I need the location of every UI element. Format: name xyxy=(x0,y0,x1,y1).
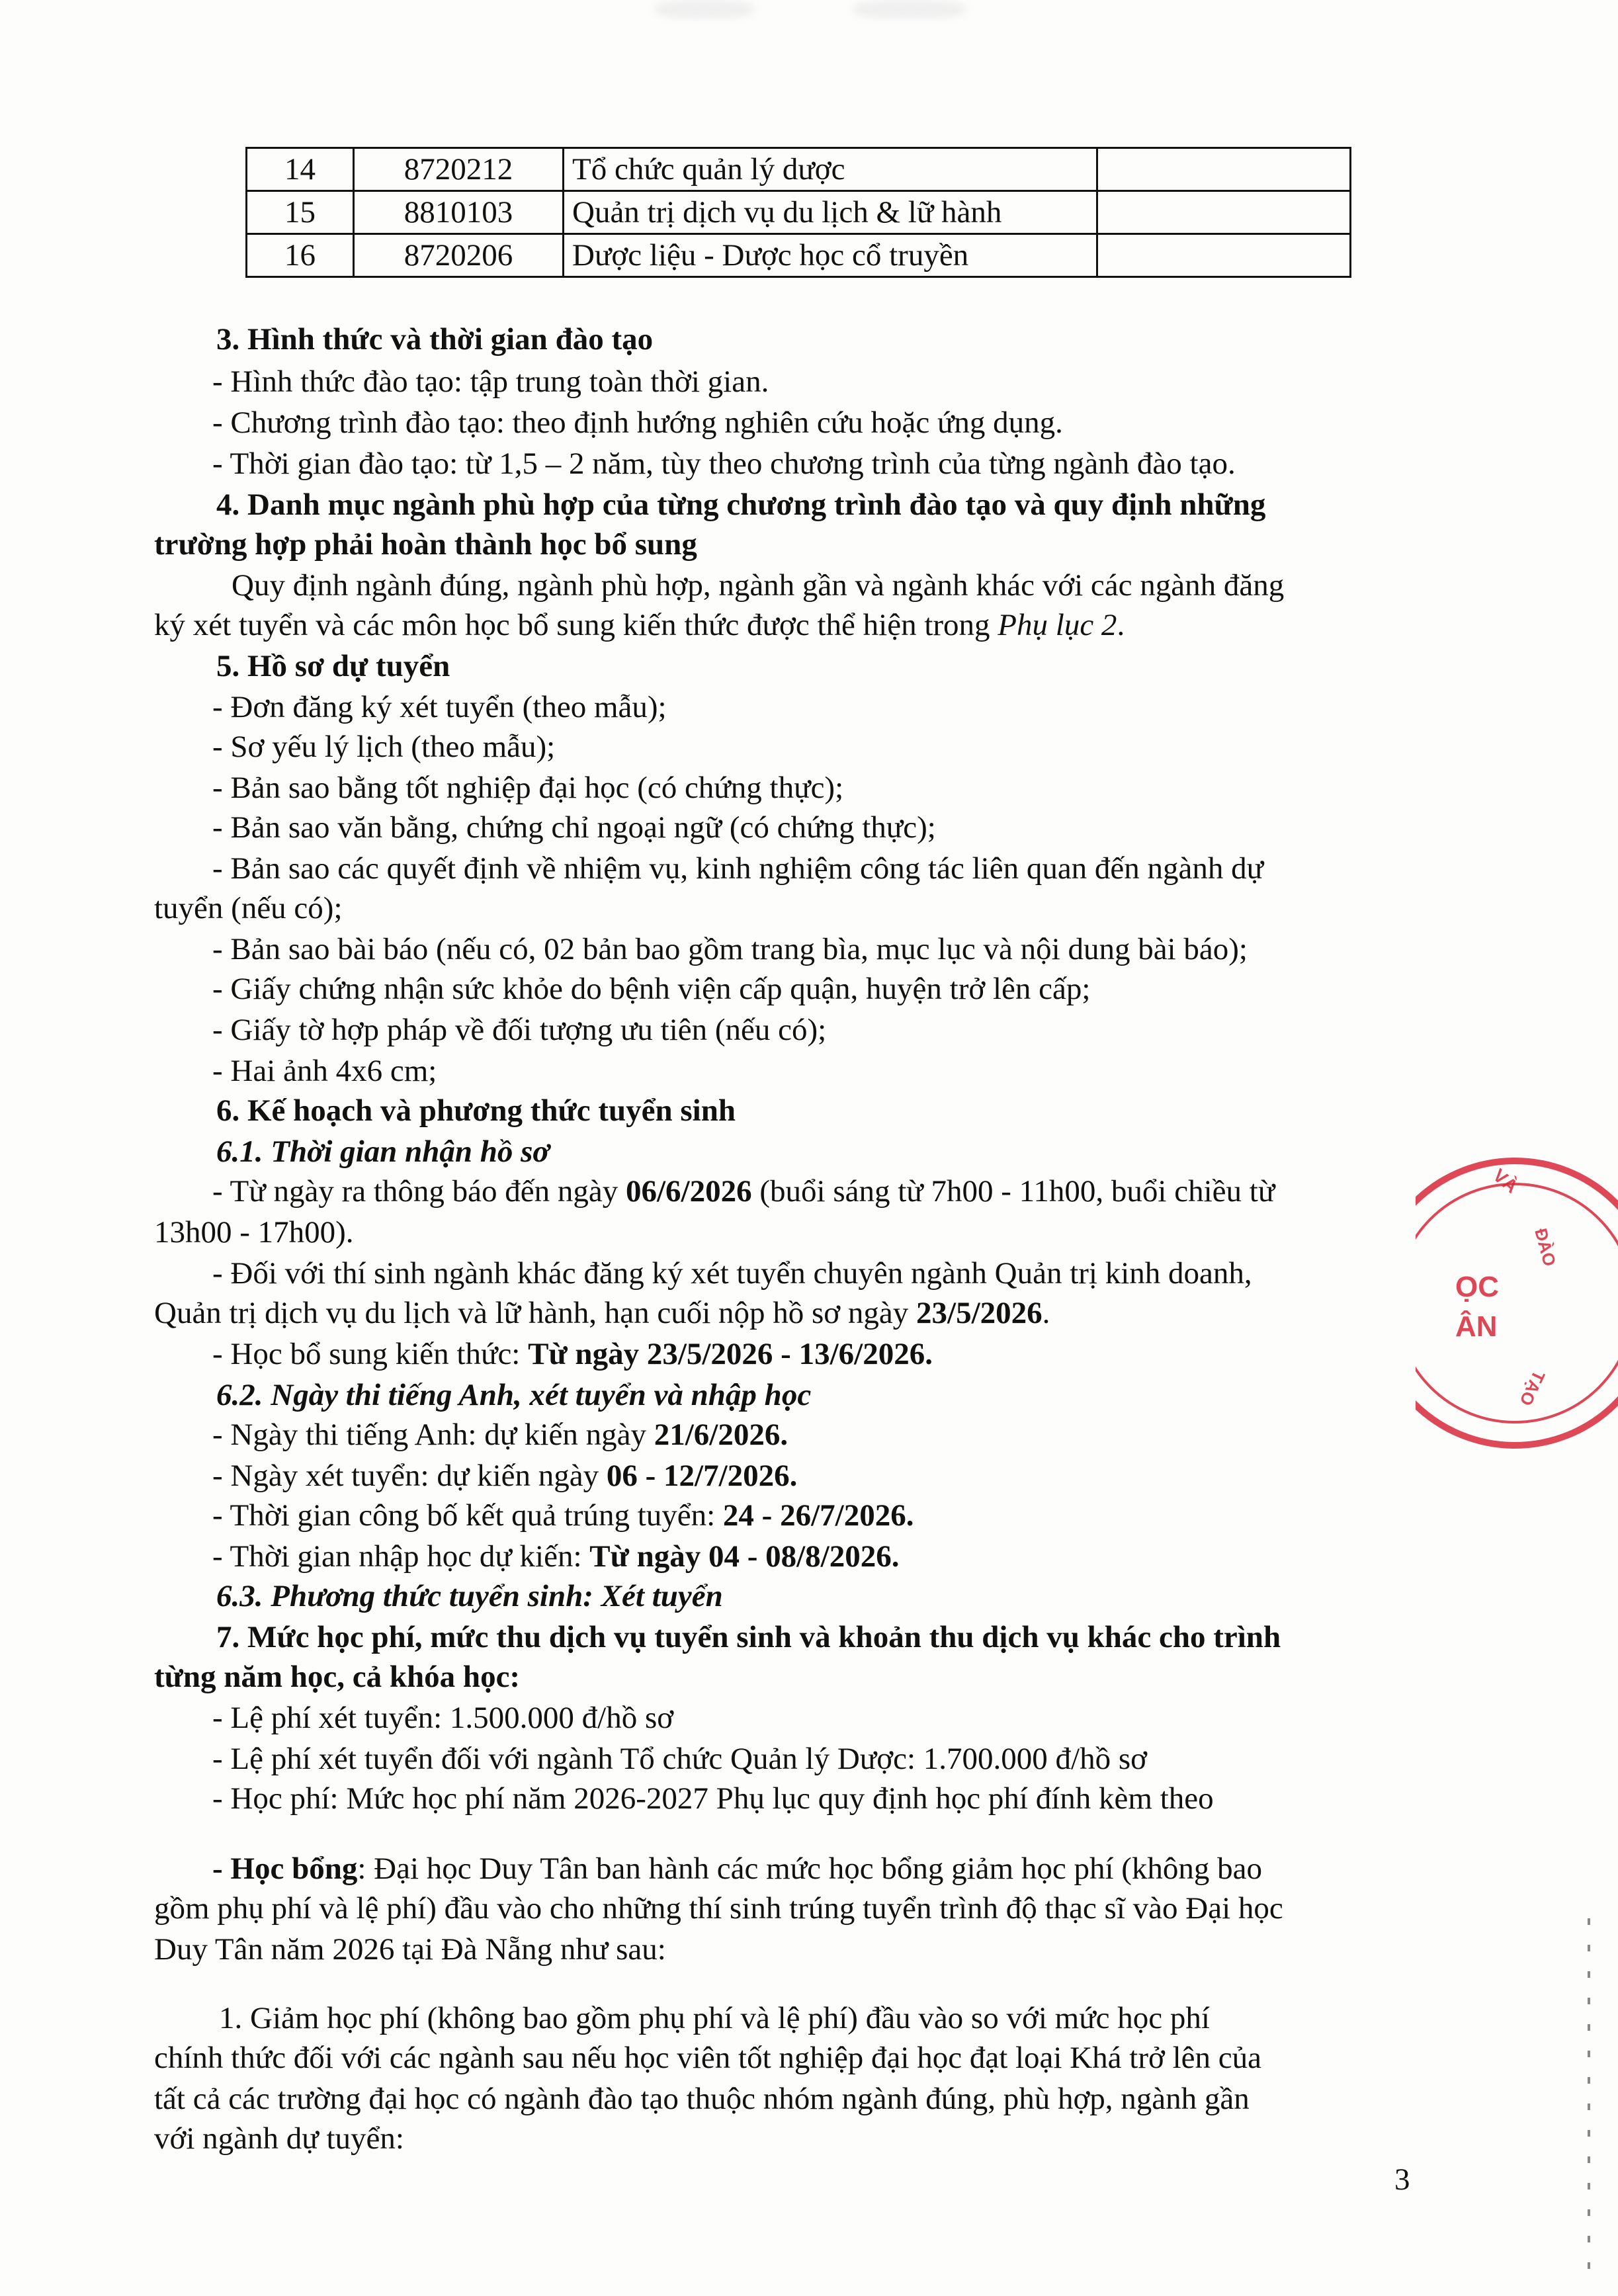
s5-line: - Giấy tờ hợp pháp về đối tượng ưu tiên (nếu có); xyxy=(212,1013,827,1047)
program-name: Tổ chức quản lý dược xyxy=(564,148,1097,191)
result-date: 24 - 26/7/2026. xyxy=(722,1498,914,1533)
enrollment-date: Từ ngày 04 - 08/8/2026. xyxy=(589,1539,900,1574)
empty-cell xyxy=(1097,191,1351,234)
exam-date: 21/6/2026. xyxy=(654,1418,788,1452)
s5-line: - Bản sao bài báo (nếu có, 02 bản bao gồm trang bìa, mục lục và nội dung bài báo); xyxy=(212,932,1248,966)
program-name: Dược liệu - Dược học cổ truyền xyxy=(564,234,1097,277)
s7-line: - Học phí: Mức học phí năm 2026-2027 Phụ lục quy định học phí đính kèm theo xyxy=(212,1781,1214,1816)
empty-cell xyxy=(1097,148,1351,191)
official-seal-stamp xyxy=(1416,1118,1618,1488)
subsection-6-1: 6.1. Thời gian nhận hồ sơ xyxy=(216,1134,550,1169)
s6-text: - Từ ngày ra thông báo đến ngày xyxy=(212,1174,626,1209)
table-row xyxy=(247,234,1351,277)
s7-paragraph: với ngành dự tuyển: xyxy=(154,2121,404,2156)
scholarship-line xyxy=(212,1847,1262,1891)
s6-text: Quản trị dịch vụ du lịch và lữ hành, hạn cuối nộp hồ sơ ngày xyxy=(154,1296,917,1330)
scan-smudge xyxy=(853,0,966,19)
s5-line: - Giấy chứng nhận sức khỏe do bệnh viện cấp quận, huyện trở lên cấp; xyxy=(212,972,1091,1006)
section-4-heading: 4. Danh mục ngành phù hợp của từng chương trình đào tạo và quy định những xyxy=(216,488,1266,522)
s6-text: - Học bổ sung kiến thức: xyxy=(212,1337,529,1371)
s4-text: ký xét tuyển và các môn học bổ sung kiến thức được thể hiện trong xyxy=(154,608,998,642)
s6-line xyxy=(212,1454,797,1498)
s7-line: - Lệ phí xét tuyển đối với ngành Tổ chức Quản lý Dược: 1.700.000 đ/hồ sơ xyxy=(212,1742,1148,1776)
program-name: Quản trị dịch vụ du lịch & lữ hành xyxy=(564,191,1097,234)
s3-line: - Chương trình đào tạo: theo định hướng nghiên cứu hoặc ứng dụng. xyxy=(212,405,1063,440)
s6-line xyxy=(212,1332,933,1376)
scholarship-line: gồm phụ phí và lệ phí) đầu vào cho những thí sinh trúng tuyển trình độ thạc sĩ vào Đại học xyxy=(154,1891,1283,1926)
table-row xyxy=(247,191,1351,234)
s5-line: - Bản sao bằng tốt nghiệp đại học (có chứng thực); xyxy=(212,771,844,805)
s5-line: - Bản sao văn bằng, chứng chỉ ngoại ngữ (có chứng thực); xyxy=(212,810,936,845)
section-7-heading: 7. Mức học phí, mức thu dịch vụ tuyển sinh và khoản thu dịch vụ khác cho trình xyxy=(216,1620,1281,1654)
s6-line xyxy=(212,1169,1275,1213)
subsection-6-3: 6.3. Phương thức tuyển sinh: Xét tuyển xyxy=(216,1579,723,1613)
svg-text:ÂN: ÂN xyxy=(1455,1310,1498,1343)
s6-line xyxy=(212,1413,788,1457)
section-3-heading: 3. Hình thức và thời gian đào tạo xyxy=(216,322,654,357)
s6-line xyxy=(154,1291,1050,1335)
s5-line: tuyển (nếu có); xyxy=(154,891,343,925)
svg-text:VÀ: VÀ xyxy=(1489,1164,1522,1197)
section-5-heading: 5. Hồ sơ dự tuyển xyxy=(216,649,450,683)
s6-text: (buổi sáng từ 7h00 - 11h00, buổi chiều từ xyxy=(751,1174,1275,1209)
s7-paragraph: tất cả các trường đại học có ngành đào tạo thuộc nhóm ngành đúng, phù hợp, ngành gần xyxy=(154,2082,1250,2116)
s6-text: - Thời gian công bố kết quả trúng tuyển: xyxy=(212,1498,723,1533)
program-code: 8810103 xyxy=(354,191,564,234)
subsection-6-2: 6.2. Ngày thi tiếng Anh, xét tuyển và nhập học xyxy=(216,1378,812,1412)
s7-paragraph: chính thức đối với các ngành sau nếu học viên tốt nghiệp đại học đạt loại Khá trở lên của xyxy=(154,2041,1261,2075)
s6-line: 13h00 - 17h00). xyxy=(154,1215,354,1250)
s5-line: - Sơ yếu lý lịch (theo mẫu); xyxy=(212,730,556,764)
date-range: Từ ngày 23/5/2026 - 13/6/2026. xyxy=(528,1337,933,1371)
svg-text:TẠO: TẠO xyxy=(1515,1367,1549,1409)
program-code: 8720206 xyxy=(354,234,564,277)
deadline-date: 23/5/2026 xyxy=(916,1296,1043,1330)
s7-paragraph: 1. Giảm học phí (không bao gồm phụ phí và lệ phí) đầu vào so với mức học phí xyxy=(219,2001,1210,2035)
row-number: 16 xyxy=(247,234,354,277)
s3-line: - Hình thức đào tạo: tập trung toàn thời gian. xyxy=(212,364,769,399)
scholarship-line: Duy Tân năm 2026 tại Đà Nẵng như sau: xyxy=(154,1932,666,1967)
section-7-heading-cont: từng năm học, cả khóa học: xyxy=(154,1660,521,1694)
s6-line: - Đối với thí sinh ngành khác đăng ký xét tuyển chuyên ngành Quản trị kinh doanh, xyxy=(212,1256,1252,1291)
program-table xyxy=(245,147,1351,278)
s6-text: - Ngày thi tiếng Anh: dự kiến ngày xyxy=(212,1418,654,1452)
deadline-date: 06/6/2026 xyxy=(626,1174,752,1209)
s5-line: - Đơn đăng ký xét tuyển (theo mẫu); xyxy=(212,690,667,724)
row-number: 15 xyxy=(247,191,354,234)
s7-line: - Lệ phí xét tuyển: 1.500.000 đ/hồ sơ xyxy=(212,1701,674,1735)
scan-smudge xyxy=(655,0,754,19)
page-number: 3 xyxy=(1394,2162,1410,2197)
section-6-heading: 6. Kế hoạch và phương thức tuyển sinh xyxy=(216,1093,736,1128)
admission-date: 06 - 12/7/2026. xyxy=(606,1459,798,1493)
program-code: 8720212 xyxy=(354,148,564,191)
scan-edge-marks xyxy=(1588,1918,1590,2289)
svg-text:ĐÀO: ĐÀO xyxy=(1531,1226,1560,1269)
scholarship-label: - Học bổng xyxy=(212,1851,358,1886)
appendix-reference: Phụ lục 2 xyxy=(998,608,1117,642)
s6-line xyxy=(212,1494,914,1537)
empty-cell xyxy=(1097,234,1351,277)
row-number: 14 xyxy=(247,148,354,191)
s6-text: - Ngày xét tuyển: dự kiến ngày xyxy=(212,1459,607,1493)
scholarship-text: : Đại học Duy Tân ban hành các mức học bổng giảm học phí (không bao xyxy=(357,1851,1263,1886)
s3-line: - Thời gian đào tạo: từ 1,5 – 2 năm, tùy theo chương trình của từng ngành đào tạo. xyxy=(212,446,1236,481)
section-4-heading-cont: trường hợp phải hoàn thành học bổ sung xyxy=(154,527,697,562)
svg-text:ỌC: ỌC xyxy=(1455,1271,1499,1303)
s4-text: . xyxy=(1117,608,1125,642)
table-row xyxy=(247,148,1351,191)
s6-text: - Thời gian nhập học dự kiến: xyxy=(212,1539,590,1574)
s6-text: . xyxy=(1042,1296,1050,1330)
s6-line xyxy=(212,1535,899,1578)
s4-paragraph: Quy định ngành đúng, ngành phù hợp, ngành gần và ngành khác với các ngành đăng xyxy=(232,568,1285,603)
s5-line: - Bản sao các quyết định về nhiệm vụ, kinh nghiệm công tác liên quan đến ngành dự xyxy=(212,851,1264,886)
s4-paragraph xyxy=(154,603,1125,647)
s5-line: - Hai ảnh 4x6 cm; xyxy=(212,1054,437,1088)
